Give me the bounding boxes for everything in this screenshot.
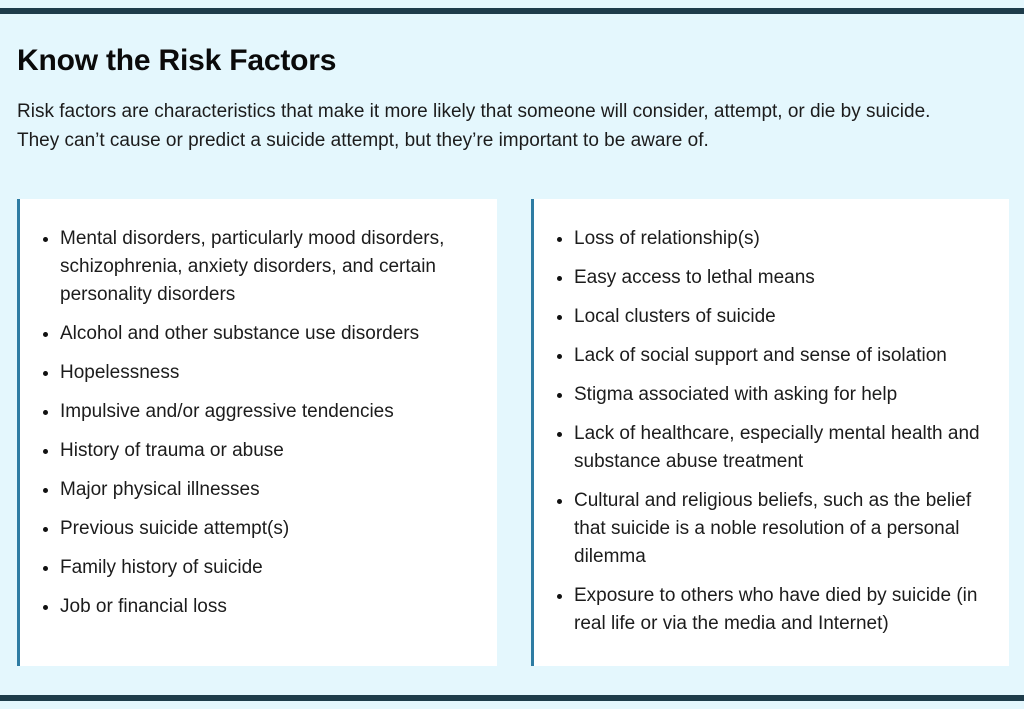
list-item: • Cultural and religious beliefs, such as the belief that suicide is a noble resolution of a personal dilemma — [574, 487, 991, 571]
list-item: • Previous suicide attempt(s) — [60, 515, 479, 543]
list-item: • Alcohol and other substance use disorders — [60, 320, 479, 348]
page-title: Know the Risk Factors — [17, 44, 337, 77]
list-item: • Mental disorders, particularly mood disorders, schizophrenia, anxiety disorders, and certain personality disorders — [60, 225, 479, 309]
list-item: • Easy access to lethal means — [574, 264, 991, 292]
list-item: • Exposure to others who have died by suicide (in real life or via the media and Internet) — [574, 582, 991, 638]
list-item: • Hopelessness — [60, 359, 479, 387]
list-item: • Family history of suicide — [60, 554, 479, 582]
list-item: • Stigma associated with asking for help — [574, 381, 991, 409]
list-item: • Local clusters of suicide — [574, 303, 991, 331]
intro-paragraph: Risk factors are characteristics that make it more likely that someone will consider, attempt, or die by suicide. They can’t cause or predict a suicide attempt, but they’re important to be aware of. — [17, 101, 931, 151]
top-accent-bar — [0, 8, 1024, 14]
risk-factors-list-right — [534, 199, 1009, 638]
risk-factor-columns — [17, 199, 1009, 666]
list-item: • Loss of relationship(s) — [574, 225, 991, 253]
risk-factors-card-right — [531, 199, 1009, 666]
risk-factors-list-left — [20, 199, 497, 621]
list-item: • Lack of social support and sense of isolation — [574, 342, 991, 370]
list-item: • Impulsive and/or aggressive tendencies — [60, 398, 479, 426]
list-item: • Major physical illnesses — [60, 476, 479, 504]
list-item: • History of trauma or abuse — [60, 437, 479, 465]
risk-factors-card-left — [17, 199, 497, 666]
bottom-accent-bar — [0, 695, 1024, 701]
list-item: • Lack of healthcare, especially mental health and substance abuse treatment — [574, 420, 991, 476]
list-item: • Job or financial loss — [60, 593, 479, 621]
